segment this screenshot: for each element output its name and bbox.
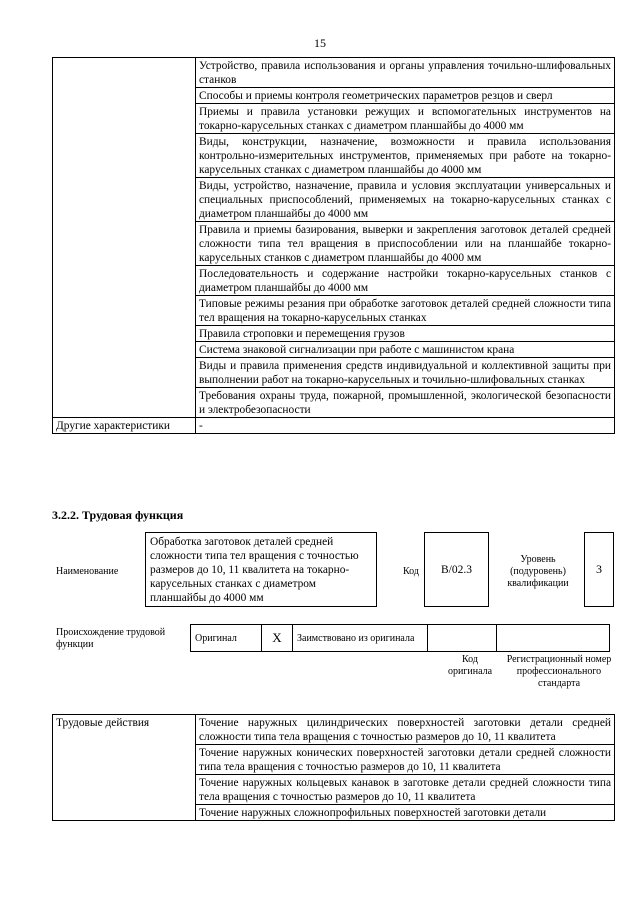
function-name-box: Обработка заготовок деталей средней сложности типа тел вращения с точностью размеров до 10, 11 квалитета на токарно-карусельных станках с диаметром планшайбы до 4000 мм: [145, 532, 377, 607]
original-code-caption: Код оригинала: [447, 654, 493, 677]
knowledge-item: Требования охраны труда, пожарной, промышленной, экологической безопасности и электробезопасности: [196, 388, 615, 418]
table-row: [53, 715, 615, 745]
borrowed-label: Заимствовано из оригинала: [293, 625, 428, 652]
registration-number-cell: [497, 625, 610, 652]
original-code-cell: [428, 625, 497, 652]
origin-label: Происхождение трудовой функции: [56, 627, 166, 650]
knowledge-item: Виды, конструкции, назначение, возможности и правила использования контрольно-измерительных инструментов, применяемых при работе на токарно-карусельных станках с диаметром планшайбы до 4000 мм: [196, 134, 615, 178]
original-label: Оригинал: [191, 625, 262, 652]
registration-number-caption: Регистрационный номер профессионального стандарта: [506, 654, 612, 689]
knowledge-item: Устройство, правила использования и органы управления точильно-шлифовальных станков: [196, 58, 615, 88]
labour-action-item: Точение наружных конических поверхностей заготовки детали средней сложности типа тела вращения с точностью размеров до 10, 11 квалитета: [196, 745, 615, 775]
labour-action-item: Точение наружных сложнопрофильных поверхностей заготовки детали: [196, 805, 615, 821]
table-row: [191, 625, 610, 652]
knowledge-item: Способы и приемы контроля геометрических параметров резцов и сверл: [196, 88, 615, 104]
knowledge-item: Типовые режимы резания при обработке заготовок деталей средней сложности типа тел вращения на токарно-карусельных станках: [196, 296, 615, 326]
original-mark: X: [262, 625, 293, 652]
section-title: 3.2.2. Трудовая функция: [52, 508, 184, 522]
knowledge-item: Приемы и правила установки режущих и вспомогательных инструментов на токарно-карусельных станках с диаметром планшайбы до 4000 мм: [196, 104, 615, 134]
knowledge-table: [52, 57, 615, 434]
knowledge-item: Правила строповки и перемещения грузов: [196, 326, 615, 342]
code-label: Код: [403, 566, 419, 577]
name-label: Наименование: [56, 566, 119, 577]
qualification-level-box: 3: [584, 532, 614, 607]
knowledge-item: Система знаковой сигнализации при работе с машинистом крана: [196, 342, 615, 358]
function-code-box: B/02.3: [424, 532, 489, 607]
origin-table: [190, 624, 610, 652]
knowledge-item: Правила и приемы базирования, выверки и закрепления заготовок деталей средней сложности типа тел вращения в приспособлении или на планшайбе токарно-карусельных станков с диаметром планшайбы до 4000 мм: [196, 222, 615, 266]
labour-action-item: Точение наружных цилиндрических поверхностей заготовки детали средней сложности типа тела вращения с точностью размеров до 10, 11 квалитета: [196, 715, 615, 745]
labour-actions-label: Трудовые действия: [53, 715, 196, 821]
knowledge-item: Виды и правила применения средств индивидуальной и коллективной защиты при выполнении работ на токарно-карусельных и точильно-шлифовальных станках: [196, 358, 615, 388]
knowledge-item: Последовательность и содержание настройки токарно-карусельных станков с диаметром планшайбы до 4000 мм: [196, 266, 615, 296]
table-row: [53, 418, 615, 434]
page-number: 15: [314, 36, 326, 50]
other-characteristics-value: -: [196, 418, 615, 434]
table-row: [53, 58, 615, 88]
other-characteristics-label: Другие характеристики: [53, 418, 196, 434]
knowledge-item: Виды, устройство, назначение, правила и условия эксплуатации универсальных и специальных приспособлений, применяемых на токарно-карусельных станках с диаметром планшайбы до 4000 мм: [196, 178, 615, 222]
labour-action-item: Точение наружных кольцевых канавок в заготовке детали средней сложности типа тела вращения с точностью размеров до 10, 11 квалитета: [196, 775, 615, 805]
page-bottom-margin: [0, 832, 640, 905]
qualification-level-label: Уровень (подуровень) квалификации: [507, 554, 569, 589]
labour-actions-table: [52, 714, 615, 821]
knowledge-label-cell: [53, 58, 196, 418]
